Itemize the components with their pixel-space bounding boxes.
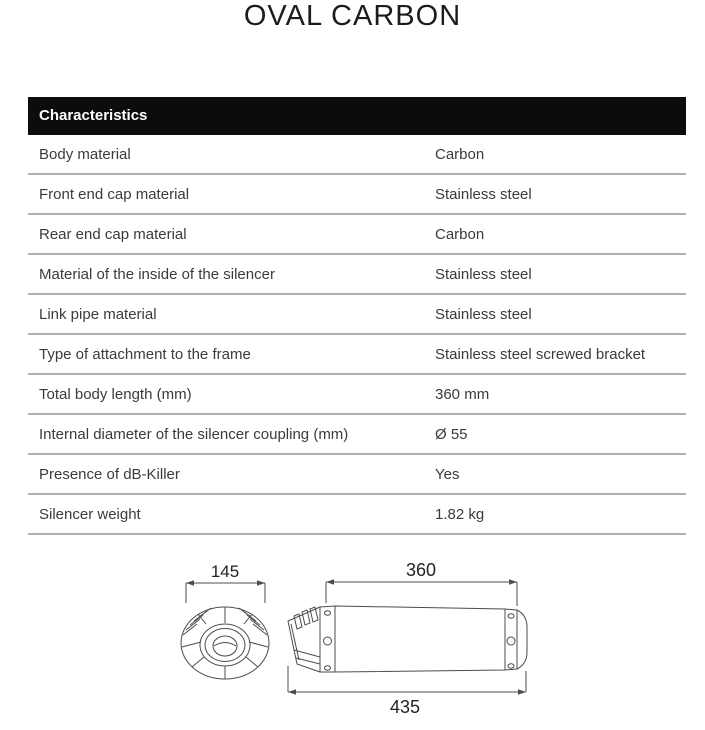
row-value: Ø 55 xyxy=(435,425,468,443)
row-value: Carbon xyxy=(435,145,485,163)
dimension-360-label: 360 xyxy=(405,560,437,580)
row-label: Front end cap material xyxy=(39,185,190,203)
side-view xyxy=(288,606,527,672)
page-title: OVAL CARBON xyxy=(243,0,462,32)
characteristics-table xyxy=(28,97,686,535)
row-label: Body material xyxy=(39,145,131,163)
row-label: Link pipe material xyxy=(39,305,157,323)
dimension-145-label: 145 xyxy=(210,562,240,581)
table-row xyxy=(28,455,686,495)
end-view xyxy=(181,607,269,679)
row-value: Stainless steel xyxy=(435,305,532,323)
table-row xyxy=(28,375,686,415)
table-row xyxy=(28,215,686,255)
row-value: Yes xyxy=(435,465,460,483)
row-value: 1.82 kg xyxy=(435,505,485,523)
table-row xyxy=(28,135,686,175)
row-value: Stainless steel screwed bracket xyxy=(435,345,646,363)
row-value: Carbon xyxy=(435,225,485,243)
table-row xyxy=(28,295,686,335)
row-value: Stainless steel xyxy=(435,265,532,283)
row-value: 360 mm xyxy=(435,385,490,403)
row-label: Internal diameter of the silencer coupling (mm) xyxy=(39,425,349,443)
dimension-145 xyxy=(186,580,265,603)
table-row xyxy=(28,175,686,215)
row-label: Material of the inside of the silencer xyxy=(39,265,275,283)
row-value: Stainless steel xyxy=(435,185,532,203)
row-label: Rear end cap material xyxy=(39,225,187,243)
dimension-435-label: 435 xyxy=(389,697,421,717)
row-label: Type of attachment to the frame xyxy=(39,345,251,363)
silencer-drawing-svg xyxy=(0,550,705,725)
technical-drawing xyxy=(0,550,705,725)
row-label: Total body length (mm) xyxy=(39,385,192,403)
table-row xyxy=(28,415,686,455)
table-row xyxy=(28,255,686,295)
row-label: Silencer weight xyxy=(39,505,141,523)
table-row xyxy=(28,335,686,375)
table-header: Characteristics xyxy=(28,97,686,135)
row-label: Presence of dB-Killer xyxy=(39,465,180,483)
dimension-360 xyxy=(326,579,517,606)
table-row xyxy=(28,495,686,535)
